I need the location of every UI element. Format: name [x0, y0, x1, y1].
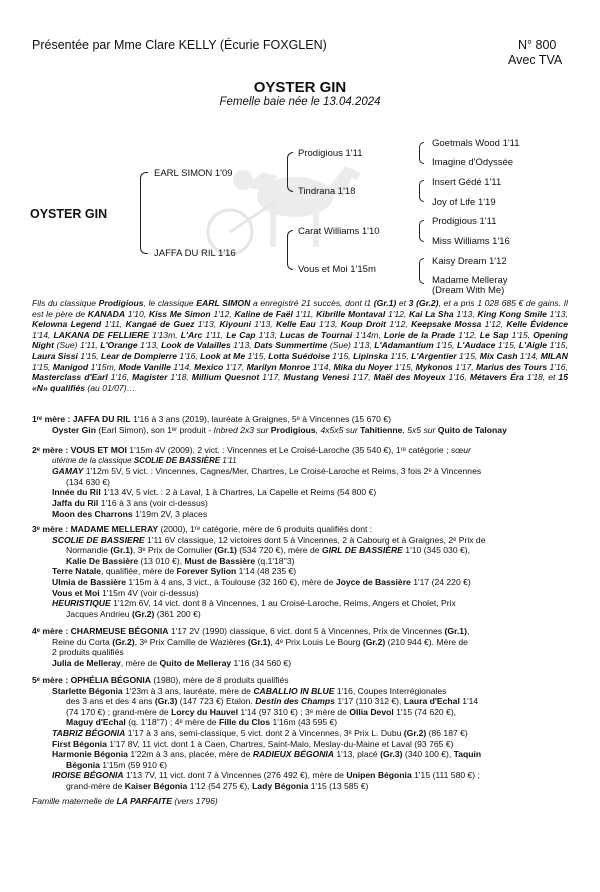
pedigree-brace-2a — [287, 152, 293, 192]
page-subtitle: Femelle baie née le 13.04.2024 — [219, 96, 381, 108]
third-dam-section: 3ᵉ mère : MADAME MELLERAY (2000), 1ʳᵉ catégorie, mère de 6 produits qualifiés dont : SCOLIE DE BASSIERE 1'11 6V classique, 12 victoires dont 5 à Vincennes, 2 à Cabourg et à Graignes, 2ᵉ Prix de Normandie (Gr.1), 3ᵉ Prix de Cornulier (Gr.1) (534 720 €), mère de GIRL DE BASSIÈRE 1'10 (345 030 €), Kalie De Bassière (13 010 €), Must de Bassière (q.1'18''3) Terre Natale, qualifiée, mère de Forever Sylion 1'14 (48 235 €) Ulmia de Bassière 1'15m à 4 ans, 3 vict., à Toulouse (32 160 €), mère de Joyce de Bassière 1'17 (24 220 €) Vous et Moi 1'15m 4V (voir ci-dessus) HEURISTIQUE 1'12m 6V, 14 vict. dont 8 à Vincennes, 1 au Croisé-Laroche, Reims, Angers et Cholet, Prix Jacques Andrieu (Gr.2) (361 200 €) — [32, 524, 486, 619]
lot-number: N° 800 — [518, 38, 557, 52]
pedigree-dsd: Miss Williams 1'16 — [432, 236, 510, 247]
pedigree-dam-dam: Vous et Moi 1'15m — [298, 264, 376, 275]
sire-summary-paragraph: Fils du classique Prodigious, le classique EARL SIMON a enregistré 21 succès, dont l1 (Gr.1) et 3 (Gr.2), et a pris 1 028 685 € de gains. Il est le père de KANADA 1'10, Kiss Me Simon 1'12, Kaline de Faël 1'11, Kibrille Montaval 1'12, Kai La Sha 1'13, King Kong Smile 1'13, Kelowna Legend 1'11, Kangaé de Guez 1'13, Kiyouni 1'13, Kelle Eau 1'13, Koup Droit 1'12, Keepsake Mossa 1'12, Kelle Évidence 1'14, LAKANA DE FELLIERE 1'13m, L'Arc 1'11, Le Cap 1'13, Lucas de Tournai 1'14m, Lorie de la Prade 1'12, Le Sap 1'15, Opening Night (Sue) 1'11, L'Orange 1'13, Look de Valailles 1'13, Dats Summertime (Sue) 1'13, L'Adamantium 1'15, L'Audace 1'15, L'Aigle 1'15, Laura Sissi 1'15, Lear de Dompierre 1'16, Look at Me 1'15, Lotta Suédoise 1'15, Lipinska 1'15, L'Argentier 1'15, Mix Cash 1'14, MILAN 1'15, Manigod 1'15m, Mode Vanille 1'14, Mexico 1'17, Marilyn Monroe 1'14, Mika du Noyer 1'15, Mykonos 1'17, Marius des Tours 1'16, Masterclass d'Earl 1'16, Magister 1'18, Millium Quesnot 1'17, Mustang Venesi 1'17, Maël des Moyeux 1'16, Métavers Éra 1'18, et 15 «N» qualifiés (au 01/07)… — [32, 298, 568, 393]
pedigree-sss: Goetmals Wood 1'11 — [432, 138, 520, 149]
pedigree-dam: JAFFA DU RIL 1'16 — [154, 248, 236, 259]
pedigree-brace-3c — [419, 220, 424, 242]
pedigree-subject: OYSTER GIN — [30, 207, 108, 221]
fifth-dam-section: 5ᵉ mère : OPHÉLIA BÉGONIA (1980), mère de 8 produits qualifiés Starlette Bégonia 1'23m à 3 ans, lauréate, mère de CABALLIO IN BLUE 1'16, Coupes Interrégionales des 3 ans et des 4 ans (Gr.3) (147 723 €) Etalon. Destin des Champs 1'17 (110 312 €), Laura d'Echal 1'14 (74 170 €) ; grand-mère de Lorcy du Hauvel 1'14 (97 310 €) ; 3ᵉ mère de Ollia Devol 1'15 (74 620 €), Maguy d'Echal (q. 1'18''7) ; 4ᵉ mère de Fille du Clos 1'16m (43 595 €) TABRIZ BÉGONIA 1'17 à 3 ans, semi-classique, 5 vict. dont 2 à Vincennes, 3ᵉ Prix L. Dubu (Gr.2) (86 187 €) First Bégonia 1'17 8V, 11 vict. dont 1 à Caen, Chartres, Saint-Malo, Meslay-du-Maine et Laval (93 765 €) Harmonie Bégonia 1'22m à 3 ans, placée, mère de RADIEUX BÉGONIA 1'13, placé (Gr.3) (340 100 €), Taquin Bégonia 1'15m (59 910 €) IROISE BÉGONIA 1'13 7V, 11 vict. dont 7 à Vincennes (276 492 €), mère de Unipen Bégonia 1'15 (111 580 €) ; grand-mère de Kaiser Bégonia 1'12 (54 275 €), Lady Bégonia 1'15 (13 585 €) — [32, 675, 482, 791]
pedigree-brace-2b — [287, 230, 293, 270]
pedigree-brace-3d — [419, 258, 424, 284]
page-title: OYSTER GIN — [253, 79, 347, 96]
second-dam-section: 2ᵉ mère : VOUS ET MOI 1'15m 4V (2009), 2 vict. : Vincennes et Le Croisé-Laroche (35 540 €), 1ʳᵉ catégorie ; sœur utérine de la classique SCOLIE DE BASSIÈRE 1'11 GAMAY 1'12m 5V, 5 vict. : Vincennes, Cagnes/Mer, Chartres, Le Croisé-Laroche et Reims, 3 fois 2ᵉ à Vincennes (134 630 €) Innée du Ril 1'13 4V, 5 vict. : 2 à Laval, 1 à Chartres, La Capelle et Reims (54 800 €) Jaffa du Ril 1'16 à 3 ans (voir ci-dessus) Moon des Charrons 1'19m 2V, 3 places — [32, 445, 482, 519]
pedigree-sire: EARL SIMON 1'09 — [154, 168, 233, 179]
pedigree-dss: Prodigious 1'11 — [432, 216, 497, 227]
pedigree-brace-1 — [140, 172, 148, 254]
pedigree-sds: Insert Gédé 1'11 — [432, 177, 502, 188]
pedigree-sire-sire: Prodigious 1'11 — [298, 148, 363, 159]
pedigree-dds: Kaisy Dream 1'12 — [432, 256, 507, 267]
pedigree-dam-sire: Carat Williams 1'10 — [298, 226, 380, 237]
pedigree-ssd: Imagine d'Odyssée — [432, 157, 514, 168]
pedigree-ddd-note: (Dream With Me) — [432, 285, 505, 296]
first-dam-section: 1ʳᵉ mère : JAFFA DU RIL 1'16 à 3 ans (2019), lauréate à Graignes, 5ᵉ à Vincennes (15 670 €) Oyster Gin (Earl Simon), son 1ᵉʳ produit - Inbred 2x3 sur Prodigious, 4x5x5 sur Tahitienne, 5x5 sur Quito de Talonay — [32, 414, 507, 435]
pedigree-ddd: Madame Melleray — [432, 275, 508, 286]
maternal-family-note: Famille maternelle de LA PARFAITE (vers 1796) — [32, 796, 218, 806]
tax-label: Avec TVA — [508, 53, 563, 67]
pedigree-sire-dam: Tindrana 1'18 — [298, 186, 356, 197]
fourth-dam-section: 4ᵉ mère : CHARMEUSE BÉGONIA 1'17 2V (1990) classique, 6 vict. dont 5 à Vincennes, Prix de Vincennes (Gr.1), Reine du Corta (Gr.2), 3ᵉ Prix Camille de Wazières (Gr.1), 4ᵉ Prix Louis Le Bourg (Gr.2) (210 944 €). Mère de 2 produits qualifiés Julia de Melleray, mère de Quito de Melleray 1'16 (34 560 €) — [32, 626, 470, 668]
pedigree-brace-3b — [419, 180, 424, 202]
pedigree-brace-3a — [419, 142, 424, 164]
pedigree-sdd: Joy of Life 1'19 — [432, 197, 496, 208]
presenter-line: Présentée par Mme Clare KELLY (Écurie FOXGLEN) — [32, 38, 327, 52]
